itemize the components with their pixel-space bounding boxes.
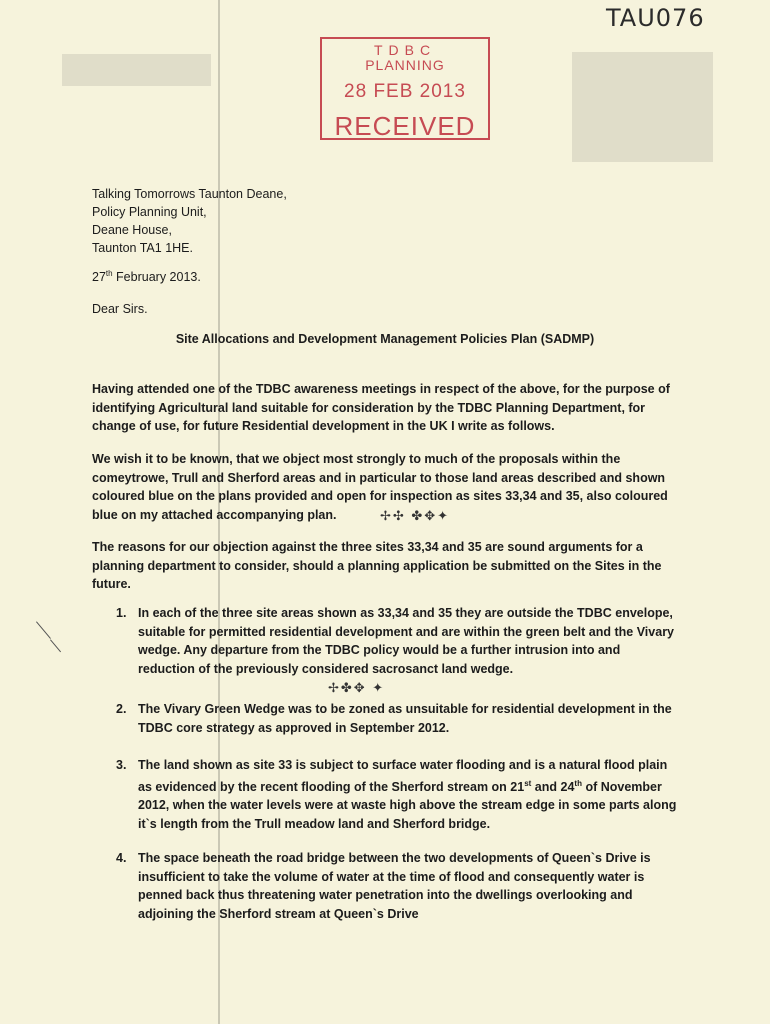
list-text: In each of the three site areas shown as 33,34 and 35 they are outside the TDBC envelope, suitable for permitted residential development and are within the green belt and the Vivary wedge. Any departure from the TDBC policy would be a further intrusion into and reduction of the previously considered sacrosanct land wedge. [138,606,675,676]
list-text: The land shown as site 33 is subject to surface water flooding and is a natural flood plain as evidenced by the recent flooding of the Sherford stream on 21st and 24th of November 2012, when the water levels were at waste high above the stream edge in some parts along it`s length from the Trull meadow land and Sherford bridge. [138,758,677,831]
greeting: Dear Sirs. [92,302,148,316]
paragraph-reasons: The reasons for our objection against the three sites 33,34 and 35 are sound arguments for a planning department to consider, should a planning application be submitted on the Sites in the future. [92,540,662,591]
address-line: Taunton TA1 1HE. [92,241,193,255]
list-number: 4. [116,851,127,865]
paragraph-objection: We wish it to be known, that we object most strongly to much of the proposals within the comeytrowe, Trull and Sherford areas and in particular to those land areas described and shown coloured blue on the plans provided and open for inspection as sites 33,34 and 35, also coloured blue on my attached accompanying plan. [92,452,668,522]
stamp-dept: PLANNING [365,57,445,73]
received-stamp [320,37,490,140]
pen-mark [36,621,51,638]
redacted-block [62,54,211,86]
stamp-org: TDBC [373,42,437,58]
handwritten-scribble: ✢✣ ✤✥✦ [380,508,451,523]
pen-mark [50,639,61,652]
list-text: The space beneath the road bridge between the two developments of Queen`s Drive is insufficient to take the volume of water at the time of flood and consequently water is penned back thus threatening water penetration into the dwellings overlooking and adjoining the Sherford stream at Queen`s Drive [138,851,651,921]
address-line: Deane House, [92,223,172,237]
address-line: Talking Tomorrows Taunton Deane, [92,187,287,201]
recipient-address [92,185,287,257]
address-line: Policy Planning Unit, [92,205,207,219]
letter-date: 27th February 2013. [92,269,201,285]
redacted-block [572,52,713,162]
list-number: 2. [116,702,127,716]
stamp-date: 28 FEB 2013 [344,81,466,102]
stamp-status: RECEIVED [334,111,476,141]
letter-heading: Site Allocations and Development Management Policies Plan (SADMP) [175,332,595,346]
list-text: The Vivary Green Wedge was to be zoned as unsuitable for residential development in the TDBC core strategy as approved in September 2012. [138,702,672,735]
list-number: 3. [116,758,127,772]
paragraph-intro: Having attended one of the TDBC awareness meetings in respect of the above, for the purpose of identifying Agricultural land suitable for consideration by the TDBC Planning Department, for change of use, for future Residential development in the UK I write as follows. [92,382,670,433]
handwritten-scribble: ✢✤✥ ✦ [328,680,386,695]
reference-number: TAU076 [606,4,705,32]
list-number: 1. [116,606,127,620]
